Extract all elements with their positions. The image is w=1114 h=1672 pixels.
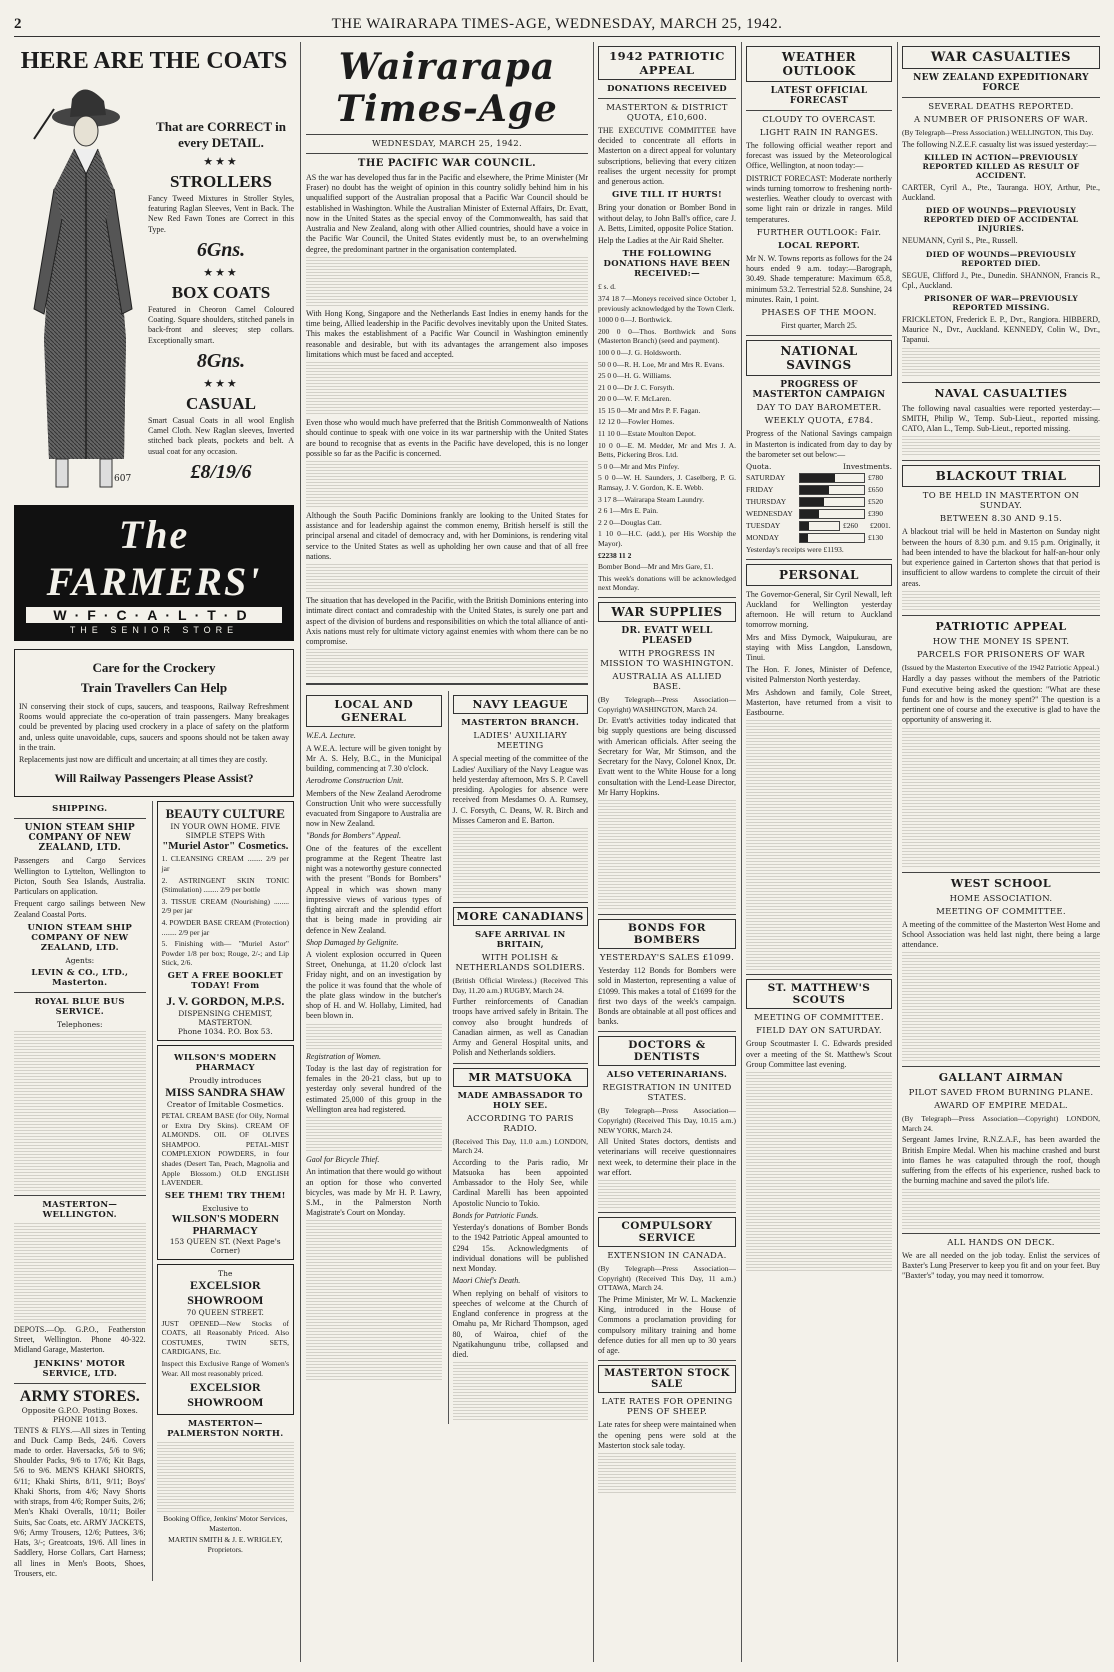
- barometer-day: WEDNESDAY: [746, 509, 793, 519]
- beauty-title: BEAUTY CULTURE: [165, 806, 285, 822]
- box-coats-price: 8Gns.: [196, 349, 246, 372]
- donation-row: 21 0 0—Dr J. C. Forsyth.: [598, 382, 675, 392]
- doctors-sub: ALSO VETERINARIANS.: [606, 1070, 728, 1081]
- matthews-text: Group Scoutmaster I. C. Edwards presided over a meeting of the St. Matthew's Scout Group Committee last evening.: [746, 1039, 892, 1069]
- savings-text: Progress of the National Savings campaign in Masterton is indicated from day to day by the barometer set out below:—: [746, 429, 892, 459]
- excelsior-address: 70 QUEEN STREET.: [186, 1307, 264, 1317]
- barometer-bar: [799, 533, 865, 543]
- prisoners-heading: PRISONER OF WAR—PREVIOUSLY REPORTED MISSING.: [923, 294, 1079, 312]
- bonds-bombers-sub: YESTERDAY'S SALES £1099.: [599, 953, 735, 964]
- shaw-items: PETAL CREAM BASE (for Oily, Normal or Extra Dry Skins). CREAM OF ALMONDS. OIL OF OLIVES SHAMPOO. PETAL-MIST COMPLEXION POWDERS, in four shades (Desert Tan, Peach, Magnolia and Apple Blossom.) OLD ENGLISH LAVENDER.: [161, 1110, 289, 1188]
- paper-nameplate: Wairarapa Times-Age: [336, 46, 558, 130]
- gordon-sub: DISPENSING CHEMIST, MASTERTON.: [178, 1008, 273, 1027]
- farmers-senior-store: THE SENIOR STORE: [69, 625, 239, 635]
- patriotic-sub: DONATIONS RECEIVED: [607, 84, 727, 94]
- frequent-sailings: Frequent cargo sailings between New Zealand Coastal Ports.: [14, 899, 146, 919]
- crockery-text: IN conserving their stock of cups, saucers, and teaspoons, Railway Refreshment Rooms would appreciate the co-operation of train passengers. Many breakages could be prevented by placing used crockery in a place of safety on the platform and, unless quite unavoidable, cups, saucers and spoons should not be taken away in the train.: [19, 702, 289, 752]
- army-text: TENTS & FLYS.—All sizes in Tenting and Duck Camp Beds, 24/6. Covers made to order. Haversacks, 5/6 to 9/6; Shoulder Packs, 9/6 to 17/6; Kit Bags, 5/6 to 9/6. MEN'S KHAKI SHORTS, 6/11; Khaki Shirts, 8/11, 9/11; Boys' Khaki Shorts, from 4/6; Navy Shorts with straps, from 4/6; Romper Suits, 2/6; Men's Khaki Overalls, 10/11; Boiler Suits, Sac Coats, etc. ARMY JACKETS, 9/6; Army Trousers, 12/6; Puttees, 3/6; Hats, 3/-; Greatcoats, 19/6. All lines in Saddlery, Horse Collars, Cart Harness; all lines in Men's Boots, Shoes, Trousers, etc.: [14, 1425, 146, 1578]
- column-rule: [897, 42, 898, 1662]
- donation-row: 20 0 0—W. F. McLaren.: [598, 394, 672, 404]
- barometer-quota: £780: [868, 473, 883, 483]
- depots-text: DEPOTS.—Op. G.P.O., Featherston Street, Wellington. Phone 40-322. Midland Garage, Masterton.: [14, 1324, 146, 1355]
- navy-branch: MASTERTON BRANCH.: [461, 718, 580, 729]
- editorial-paragraph: AS the war has developed thus far in the Pacific and elsewhere, the Prime Minister (Mr Fraser) no doubt has the weight of opinion in this country solidly behind him in his unqualified support of the Australian proposal that a Pacific War Council should be established in Washington. While the Australian Minister of External Affairs, Dr. Evatt, now in the United States as the special envoy of the Commonwealth, has said that Australia and New Zealand, along with other Allied countries, should have a voice in the Pacific War Council, the United States evidently must be, to an overwhelming degree, the predominant partner in the organisation contemplated.: [306, 173, 588, 254]
- union-company: UNION STEAM SHIP COMPANY OF NEW ZEALAND, LTD.: [24, 823, 135, 854]
- shaw-sub: Creator of Imitable Cosmetics.: [166, 1099, 284, 1109]
- moon-phases: PHASES OF THE MOON.: [761, 308, 877, 319]
- savings-barometer: [746, 473, 892, 543]
- barometer-row: [746, 509, 892, 519]
- bus-timetable-2: [14, 1223, 146, 1323]
- blackout-text: A blackout trial will be held in Masterton on Sunday night between the hours of 8.30 p.m. and 9.15 p.m. Originally, it had been intended to have the blackout for half-an-hour only but experience gained in Carterton shows that that period is insufficient to allow wardens to complete the circuit of their areas.: [902, 527, 1100, 588]
- left-ads-column: [14, 42, 294, 1662]
- coats-ad: [14, 79, 294, 499]
- weather-cloudy: CLOUDY TO OVERCAST.: [762, 115, 876, 125]
- compulsory-title: COMPULSORY SERVICE: [598, 1217, 736, 1247]
- matsuoka-sub: MADE AMBASSADOR TO HOLY SEE.: [457, 1090, 583, 1111]
- wilson-address: 153 QUEEN ST. (Next Page's Corner): [169, 1236, 281, 1255]
- donation-total: £2238 11 2: [598, 550, 632, 560]
- levin-agents: LEVIN & CO., LTD., Masterton.: [31, 967, 129, 988]
- patriotic-column: [598, 42, 736, 1662]
- weather-title: WEATHER OUTLOOK: [746, 46, 892, 82]
- donation-row: 11 10 0—Estate Moulton Depot.: [598, 429, 696, 439]
- masterton-wellington: MASTERTON—WELLINGTON.: [42, 1199, 118, 1220]
- canadians-wire: (British Official Wireless.) (Received This Day, 11.20 a.m.) RUGBY, March 24.: [452, 975, 588, 995]
- booking-office: Booking Office, Jenkins' Motor Services, Masterton.: [163, 1514, 288, 1533]
- stock-sale-title: MASTERTON STOCK SALE: [598, 1365, 736, 1393]
- beauty-item: 5. Finishing with— "Muriel Astor" Powder 1/8 per box; Rouge, 2/-; and Lip Stick, 2/6.: [161, 939, 289, 968]
- casual-title: CASUAL: [186, 393, 256, 413]
- blackout-sub: TO BE HELD IN MASTERTON ON SUNDAY.: [922, 491, 1080, 512]
- barometer-row: [746, 497, 892, 507]
- weather-district: DISTRICT FORECAST: Moderate northerly winds turning tomorrow to freshening north-westerlies. Weather cloudy to overcast with some light rain or drizzle in ranges. Mild temperatures.: [746, 173, 892, 224]
- personal-title: PERSONAL: [746, 564, 892, 586]
- matsuoka-sub-2: ACCORDING TO PARIS RADIO.: [466, 1113, 574, 1134]
- local-item-text: An intimation that there would go without an option for those who converted bicycles, was made by Mr H. P. Lawry, S.M., in the Palmerston North Magistrate's Court on Monday.: [306, 1167, 442, 1218]
- local-item-heading: W.E.A. Lecture.: [306, 731, 356, 741]
- union-text: Passengers and Cargo Services Wellington to Lyttelton, Wellington to Picton, South Sea Islands, Australia. Particulars on application.: [14, 856, 146, 897]
- barometer-row: [746, 473, 892, 483]
- donation-row: 12 12 0—Fowler Homes.: [598, 417, 675, 427]
- stock-sale-text: Late rates for sheep were maintained when the opening pens were sold at the Masterton stock sale today.: [598, 1420, 736, 1450]
- barometer-quota: £650: [868, 485, 883, 495]
- naval-text: The following naval casualties were reported yesterday:—SMITH, Philip W., Temp. Sub-Lieut., reported missing. CATO, Alan L., Temp. Sub-Lieut., reported missing.: [902, 403, 1100, 434]
- canadians-sub: SAFE ARRIVAL IN BRITAIN,: [474, 929, 566, 950]
- barometer-quota: £520: [868, 497, 883, 507]
- casualties-title: WAR CASUALTIES: [902, 46, 1100, 69]
- local-item-text: A violent explosion occurred in Queen Street, Onehunga, at 11.20 o'clock last Friday night, and on an investigation by the police it was found that the whole of the plate glass window in the butcher's shop of H. and W. Hollaby, Limited, had been blown in.: [306, 950, 442, 1021]
- weather-sub: LATEST OFFICIAL FORECAST: [770, 86, 868, 106]
- shaw-name: MISS SANDRA SHAW: [165, 1084, 286, 1099]
- war-supplies-sub-2: WITH PROGRESS IN MISSION TO WASHINGTON.: [600, 648, 734, 669]
- blackout-title: BLACKOUT TRIAL: [902, 465, 1100, 487]
- bonds-bombers-text: Yesterday 112 Bonds for Bombers were sold in Masterton, representing a value of £1099. This makes a total of £1699 for the first two days of the week's campaign. Bonds are obtainable at all post offices and banks.: [598, 966, 736, 1027]
- column-rule: [593, 42, 594, 1662]
- casualties-text: The following N.Z.E.F. casualty list was issued yesterday:—: [902, 139, 1097, 149]
- barometer-day: THURSDAY: [746, 497, 787, 507]
- matsuoka-title: MR MATSUOKA: [453, 1068, 589, 1087]
- coats-ad-heading: HERE ARE THE COATS: [20, 48, 288, 74]
- bus-timetable: [14, 1031, 146, 1191]
- editorial-paragraph: With Hong Kong, Singapore and the Netherlands East Indies in enemy hands for the time being, Allied leadership in the Pacific devolves inevitably upon the United States. This makes the establishment of a Pacific War Council in Washington eminently reasonable and desirable, but with its advantages the arrangement also imposes limitations which must be faced and accepted.: [306, 308, 588, 359]
- excelsior-inspect: Inspect this Exclusive Range of Women's Wear. All most reasonably priced.: [161, 1359, 289, 1378]
- local-item-text: One of the features of the excellent programme at the Regent Theatre last night was a noteworthy gesture connected with the present "Bonds for Bombers" Appeal in which was shown many impressive views of various types of fighting aircraft and the splendid effort that is being made in providing air defence in New Zealand.: [306, 843, 442, 935]
- donation-row: 100 0 0—J. G. Holdsworth.: [598, 347, 682, 357]
- casualties-sub-3: A NUMBER OF PRISONERS OF WAR.: [914, 115, 1088, 125]
- patriotic-text-2: Bring your donation or Bomber Bond in without delay, to John Ball's office, care J. A. Betts, Limited, opposite Police Station.: [598, 203, 736, 233]
- blackout-sub-2: BETWEEN 8.30 AND 9.15.: [939, 514, 1063, 525]
- hands-text: We are all needed on the job today. Enlist the services of Baxter's Lung Preserver to keep you fit and on your feet. Buy "Baxter's" today, you may need it tomorrow.: [902, 1250, 1100, 1281]
- donation-row: 3 17 8—Wairarapa Steam Laundry.: [598, 494, 705, 504]
- patriotic-title: 1942 PATRIOTIC APPEAL: [598, 46, 736, 80]
- wilson-title: WILSON'S MODERN PHARMACY: [174, 1052, 277, 1073]
- box-coats-title: BOX COATS: [171, 282, 271, 302]
- patriotic-following: THE FOLLOWING DONATIONS HAVE BEEN RECEIVED:—: [603, 249, 731, 280]
- donation-row: 25 0 0—H. G. Williams.: [598, 371, 672, 381]
- donation-row: 1000 0 0—J. Borthwick.: [598, 315, 672, 325]
- moon-quarter: First quarter, March 25.: [781, 321, 857, 331]
- canadians-text: Further reinforcements of Canadian troops have arrived safely in Britain. The convoy also brought hundreds of Canadian airmen, as well as Canadian Army and General Hospital units, and Polish and Netherlands soldiers.: [452, 997, 588, 1058]
- barometer-bar: [799, 497, 865, 507]
- barometer-day: SATURDAY: [746, 473, 786, 483]
- died-names: NEUMANN, Cyril S., Pte., Russell.: [902, 236, 1018, 246]
- matthews-sub: MEETING OF COMMITTEE.: [754, 1013, 884, 1024]
- barometer-bar: [799, 521, 840, 531]
- personal-text: The Hon. F. Jones, Minister of Defence, visited Palmerston North yesterday.: [746, 665, 892, 685]
- excelsior-ad: [157, 1264, 294, 1416]
- war-supplies-sub: DR. EVATT WELL PLEASED: [621, 625, 713, 646]
- donation-row: 15 15 0—Mr and Mrs P. F. Fagan.: [598, 405, 701, 415]
- crockery-title: Care for the Crockery: [92, 660, 216, 675]
- savings-title: NATIONAL SAVINGS: [746, 340, 892, 376]
- casualties-sub: NEW ZEALAND EXPEDITIONARY FORCE: [913, 73, 1089, 93]
- barometer-bar: [799, 473, 865, 483]
- war-supplies-sub-3: AUSTRALIA AS ALLIED BASE.: [612, 671, 722, 692]
- ack-note: This week's donations will be acknowledged next Monday.: [598, 573, 736, 593]
- died-heading: DIED OF WOUNDS—PREVIOUSLY REPORTED DIED OF ACCIDENTAL INJURIES.: [923, 206, 1079, 234]
- died2-names: SEGUE, Clifford J., Pte., Dunedin. SHANNON, Francis R., Cpl., Auckland.: [902, 270, 1100, 290]
- patriotic-quota: MASTERTON & DISTRICT QUOTA, £10,600.: [606, 103, 728, 123]
- killed-heading: KILLED IN ACTION—PREVIOUSLY REPORTED KILLED AS RESULT OF ACCIDENT.: [922, 152, 1080, 180]
- crockery-question: Will Railway Passengers Please Assist?: [54, 771, 254, 786]
- barometer-total: £2001.: [870, 521, 891, 531]
- navy-title: NAVY LEAGUE: [453, 695, 589, 714]
- matsuoka-text: According to the Paris radio, Mr Matsuoka has been appointed Ambassador to the Holy See, while Cardinal Marelli has been appointed Apostolic Nuncio to Tokio.: [452, 1157, 588, 1208]
- farmers-wfca: W·F·C·A·L·T·D: [26, 607, 282, 623]
- beauty-column: [152, 801, 294, 1581]
- editorial-paragraph: The situation that has developed in the Pacific, with the British Dominions entering into intimate direct contact and comradeship with the United States, is surely one part and aspect of the division of burdens and responsibilities on which the total alliance of anti-Axis nations must rely for ultimate victory against enemies with whom there can be no compromise.: [306, 596, 588, 647]
- barometer-row: [746, 521, 892, 531]
- gordon-phone: Phone 1034. P.O. Box 53.: [177, 1026, 273, 1036]
- donation-row: 5 0 0—Mr and Mrs Pinfey.: [598, 461, 680, 471]
- airman-text: Sergeant James Irvine, R.N.Z.A.F., has been awarded the British Empire Medal. When his machine crashed and burst into flames he was catapulted through the roof, though suffering from the effects of his experience, rushed back to the burning machine and saved the pilot's life.: [902, 1135, 1100, 1186]
- editorial-headline: THE PACIFIC WAR COUNCIL.: [357, 158, 537, 169]
- west-title: WEST SCHOOL: [950, 876, 1052, 890]
- personal-text: The Governor-General, Sir Cyril Newall, left Auckland for Wellington yesterday afternoon. He will return to Auckland tomorrow morning.: [746, 589, 892, 630]
- page-number: 2: [14, 15, 22, 32]
- stars-divider: ★★★: [203, 265, 239, 279]
- barometer-day: TUESDAY: [746, 521, 781, 531]
- proprietors: MARTIN SMITH & J. E. WRIGLEY, Proprietors.: [168, 1535, 283, 1555]
- army-sub: Opposite G.P.O. Posting Boxes. PHONE 1013.: [21, 1405, 138, 1424]
- mpn-heading: MASTERTON—PALMERSTON NORTH.: [167, 1419, 284, 1440]
- donation-row: 50 0 0—R. H. Loe, Mr and Mrs R. Evans.: [598, 359, 725, 369]
- compulsory-sub: EXTENSION IN CANADA.: [607, 1251, 727, 1262]
- excelsior-text: JUST OPENED—New Stocks of COATS, all Reasonably Priced. Also COSTUMES, TWIN SETS, CARDIGANS, Etc.: [161, 1318, 289, 1357]
- navy-text: A special meeting of the committee of the Ladies' Auxiliary of the Navy League was held yesterday afternoon, Mrs S. P. Cavell presiding. Apologies for absence were received from Mesdames O. A. Rumsey, J. C. Forsyth, C. Deans, W. R. Birch and Misses Cameron and E. Barton.: [452, 754, 588, 825]
- savings-weekly: WEEKLY QUOTA, £784.: [764, 416, 874, 427]
- excelsior-the: The: [218, 1268, 233, 1278]
- wilson-title-2: WILSON'S MODERN PHARMACY: [171, 1212, 279, 1237]
- wilson-sub: Proudly introduces: [189, 1075, 262, 1085]
- excelsior-title-2: EXCELSIOR SHOWROOM: [187, 1380, 264, 1410]
- savings-receipts: Yesterday's receipts were £1193.: [746, 544, 844, 554]
- local-item-text: Today is the last day of registration for females in the 20-21 class, but up to yesterday only several hundred of the estimated 25,000 of this group in the Wellington area had registered.: [306, 1063, 442, 1114]
- navy-ladies: LADIES' AUXILIARY MEETING: [473, 731, 568, 752]
- style-number: 607: [114, 474, 132, 484]
- farmers-logo: [14, 505, 294, 641]
- casualties-wire: (By Telegraph—Press Association.) WELLINGTON, This Day.: [902, 128, 1094, 137]
- canadians-sub-2: WITH POLISH & NETHERLANDS SOLDIERS.: [455, 952, 586, 973]
- box-coats-text: Featured in Cheoron Camel Coloured Coating. Square shoulders, stitched panels in back-front and sleeves; step collars. Exceptionally smart.: [148, 304, 294, 345]
- coats-intro: That are CORRECT in every DETAIL.: [156, 119, 286, 150]
- local-general: [306, 691, 442, 1424]
- strollers-price: 6Gns.: [196, 238, 246, 261]
- airman-title: GALLANT AIRMAN: [938, 1071, 1064, 1085]
- killed-names: CARTER, Cyril A., Pte., Tauranga. HOY, Arthur, Pte., Auckland.: [902, 182, 1100, 203]
- hands-heading: ALL HANDS ON DECK.: [947, 1237, 1055, 1248]
- barometer-quota: £260: [843, 521, 858, 531]
- compulsory-wire: (By Telegraph—Press Association—Copyright) (Received This Day, 11 a.m.) OTTAWA, March 24.: [598, 1264, 736, 1293]
- barometer-day: FRIDAY: [746, 485, 774, 495]
- beauty-sub: IN YOUR OWN HOME. FIVE SIMPLE STEPS With: [170, 822, 281, 841]
- casual-price: £8/19/6: [190, 460, 252, 483]
- wilson-ad: [157, 1045, 294, 1260]
- beauty-item: 4. POWDER BASE CREAM (Protection) ........ 2/9 per jar: [161, 917, 289, 937]
- patriotic2-note: (Issued by the Masterton Executive of the 1942 Patriotic Appeal.): [902, 662, 1100, 672]
- shipping-column: [14, 801, 146, 1581]
- donation-row: 10 0 0—E. M. Medder, Mr and Mrs J. A. Betts, Pickering Bros. Ltd.: [598, 440, 736, 460]
- local-report-text: Mr N. W. Towns reports as follows for the 24 hours ended 9 a.m. today:—Barograph, 30.49. Shade temperature: Maximum 65.8, minimum 53.2. Terrestrial 52.8. Sunshine, 24 minutes. Rain, 1 point.: [746, 253, 892, 304]
- local-item-text: Members of the New Zealand Aerodrome Construction Unit who were successfully evacuated from Singapore to Australia are now in New Zealand.: [306, 788, 442, 829]
- bomber-bond: Bomber Bond—Mr and Mrs Gare, £1.: [598, 562, 714, 572]
- local-general-title: LOCAL AND GENERAL: [306, 695, 442, 727]
- local-item-heading: Shop Damaged by Gelignite.: [306, 937, 399, 947]
- casualties-sub-2: SEVERAL DEATHS REPORTED.: [928, 102, 1074, 112]
- patriotic-text: THE EXECUTIVE COMMITTEE have decided to concentrate all efforts in Masterton on a direct appeal for voluntary subscriptions, believing that every citizen realises the urgent necessity for prompt and generous action.: [598, 126, 736, 187]
- crockery-subtitle: Train Travellers Can Help: [80, 680, 228, 695]
- booklet-line: GET A FREE BOOKLET TODAY! From: [167, 970, 283, 991]
- matsuoka-wire: (Received This Day, 11.0 a.m.) LONDON, March 24.: [452, 1136, 588, 1156]
- editorial-column: [306, 42, 588, 1662]
- crockery-notice: [14, 649, 294, 797]
- donation-row: 1 10 0—H.C. (add.), per His Worship the Mayor).: [598, 529, 736, 548]
- lsd-header: £ s. d.: [598, 282, 616, 292]
- personal-text: Mrs Ashdown and family, Cole Street, Masterton, have returned from a visit to Eastbourne.: [746, 687, 892, 718]
- doctors-text: All United States doctors, dentists and veterinarians will receive questionnaires next week, to determine their place in the war effort.: [598, 1137, 736, 1177]
- royal-blue-heading: ROYAL BLUE BUS SERVICE.: [34, 996, 125, 1017]
- strollers-title: STROLLERS: [169, 172, 273, 191]
- editorial-paragraph: Even those who would much have preferred that the British Commonwealth of Nations should continue to speak with one voice in its war partnership with the United States are bound to recognise that as events in the Pacific have developed, this is no longer possible so far as the Pacific is concerned.: [306, 418, 588, 458]
- barometer-quota: £390: [868, 509, 883, 519]
- see-try: SEE THEM! TRY THEM!: [164, 1190, 286, 1201]
- army-stores: ARMY STORES.: [19, 1387, 140, 1405]
- war-supplies-wire: (By Telegraph—Press Association—Copyright) WASHINGTON, March 24.: [598, 694, 736, 714]
- local-item-heading: "Bonds for Bombers" Appeal.: [306, 831, 402, 841]
- beauty-item: 2. ASTRINGENT SKIN TONIC (Stimulation) ........ 2/9 per bottle: [161, 875, 289, 895]
- prisoners-names: FRICKLETON, Frederick E. P., Dvr., Rangiora. HIBBERD, Maurice N., Dvr., Auckland. KENNEDY, Colin W., Dvr., Tapanui.: [902, 315, 1100, 345]
- local-item-heading: Gaol for Bicycle Thief.: [306, 1155, 380, 1165]
- stock-sale-sub: LATE RATES FOR OPENING PENS OF SHEEP.: [601, 1397, 733, 1418]
- donation-row: 200 0 0—Thos. Borthwick and Sons (Masterton Branch) (seed and payment).: [598, 326, 736, 346]
- investments-header: Investments.: [843, 461, 892, 471]
- doctors-title: DOCTORS & DENTISTS: [598, 1036, 736, 1066]
- union-company-2: UNION STEAM SHIP COMPANY OF NEW ZEALAND, LTD.: [27, 922, 133, 953]
- personal-text: Mrs and Miss Dymock, Waipukurau, are staying with Miss Langdon, Lansdown, Tinui.: [746, 632, 892, 662]
- maori-heading: Maori Chief's Death.: [452, 1276, 521, 1286]
- newspaper-title: THE WAIRARAPA TIMES-AGE, WEDNESDAY, MARCH 25, 1942.: [331, 15, 783, 32]
- patriotic-give: GIVE TILL IT HURTS!: [612, 190, 722, 201]
- casual-text: Smart Casual Coats in all wool English Camel Cloth. New Raglan sleeves, Inverted stitched back pleats, pockets and belt. A usual coat for any occasion.: [148, 415, 294, 456]
- casualties-column: [902, 42, 1100, 1662]
- patriotic-help: Help the Ladies at the Air Raid Shelter.: [598, 236, 724, 246]
- gordon-name: J. V. GORDON, M.P.S.: [166, 993, 285, 1008]
- war-supplies-text: Dr. Evatt's activities today indicated that big supply questions are being discussed with American officials. After seeing the Secretary for War, Mr Stimson, and the Secretary for the Navy, Colonel Knox, Dr. Evatt went to the White House for a long consultation with the Lend-Lease Director, Mr Harry Hopkins.: [598, 716, 736, 797]
- stars-divider: ★★★: [203, 376, 239, 390]
- bonds-patriotic-text: Yesterday's donations of Bomber Bonds to the 1942 Patriotic Appeal amounted to £294 15s. Acknowledgments of individual donations will be published next Monday.: [452, 1223, 588, 1274]
- column-rule: [741, 42, 742, 1662]
- patriotic2-title: PATRIOTIC APPEAL: [935, 619, 1067, 633]
- barometer-day: MONDAY: [746, 533, 780, 543]
- donation-row: 374 18 7—Moneys received since October 1, previously acknowledged by the Town Clerk.: [598, 293, 736, 313]
- west-sub: HOME ASSOCIATION.: [949, 893, 1053, 904]
- exclusive-label: Exclusive to: [202, 1203, 249, 1213]
- barometer-bar: [799, 509, 865, 519]
- bonds-bombers-title: BONDS FOR BOMBERS: [598, 919, 736, 949]
- local-item-heading: Registration of Women.: [306, 1051, 382, 1061]
- crockery-text-2: Replacements just now are difficult and uncertain; at all times they are costly.: [19, 755, 268, 765]
- doctors-wire: (By Telegraph—Press Association—Copyright) (Received This Day, 10.15 a.m.) NEW YORK, March 24.: [598, 1106, 736, 1135]
- airman-sub-2: AWARD OF EMPIRE MEDAL.: [934, 1101, 1068, 1112]
- quota-header: Quota.: [746, 461, 772, 471]
- donation-row: 2 6 1—Mrs E. Pain.: [598, 506, 658, 516]
- maori-text: When replying on behalf of visitors to speeches of welcome at the Church of England conference in progress at the Omahu pa, Mr Richard Thompson, aged 80, of Wairoa, chief of the Ngatikahungunu tribe, collapsed and died.: [452, 1288, 588, 1359]
- woman-in-coat-illustration: [14, 79, 144, 499]
- beauty-item: 1. CLEANSING CREAM ........ 2/9 per jar: [161, 854, 289, 873]
- barometer-row: [746, 533, 892, 543]
- local-item-heading: Aerodrome Construction Unit.: [306, 776, 404, 786]
- jenkins-service: JENKINS' MOTOR SERVICE, LTD.: [34, 1358, 126, 1379]
- excelsior-title: EXCELSIOR SHOWROOM: [187, 1277, 264, 1307]
- savings-day: DAY TO DAY BAROMETER.: [756, 403, 882, 414]
- telephones-label: Telephones:: [57, 1019, 103, 1029]
- bonds-patriotic-heading: Bonds for Patriotic Funds.: [452, 1210, 539, 1220]
- doctors-sub-2: REGISTRATION IN UNITED STATES.: [602, 1083, 732, 1104]
- shipping-heading: SHIPPING.: [52, 804, 108, 815]
- strollers-text: Fancy Tweed Mixtures in Stroller Styles, featuring Raglan Sleeves, Vent in Back. The New Red Fawn Tones are Correct in this Type.: [148, 194, 294, 234]
- matthews-sub-2: FIELD DAY ON SATURDAY.: [756, 1026, 882, 1037]
- airman-wire: (By Telegraph—Press Association—Copyright) LONDON, March 24.: [902, 1114, 1100, 1133]
- patriotic2-sub: HOW THE MONEY IS SPENT.: [932, 636, 1070, 647]
- war-supplies-title: WAR SUPPLIES: [598, 602, 736, 622]
- weather-further: FURTHER OUTLOOK: Fair.: [756, 227, 882, 238]
- naval-title: NAVAL CASUALTIES: [934, 386, 1068, 400]
- canadians-title: MORE CANADIANS: [453, 907, 589, 926]
- local-item-text: A W.E.A. lecture will be given tonight by Mr A. S. Hely, B.C., in the Municipal building, commencing at 7.30 o'clock.: [306, 743, 442, 774]
- savings-sub: PROGRESS OF MASTERTON CAMPAIGN: [752, 380, 886, 401]
- barometer-row: [746, 485, 892, 495]
- farmers-name: The FARMERS': [46, 512, 262, 604]
- beauty-item: 3. TISSUE CREAM (Nourishing) ........ 2/9 per jar: [161, 896, 289, 916]
- donation-row: 2 2 0—Douglas Catt.: [598, 517, 662, 527]
- beauty-brand: "Muriel Astor" Cosmetics.: [162, 840, 289, 853]
- editorial-dateline: WEDNESDAY, MARCH 25, 1942.: [372, 139, 522, 149]
- agents-label: Agents:: [65, 955, 95, 965]
- west-sub-2: MEETING OF COMMITTEE.: [936, 906, 1066, 917]
- compulsory-text: The Prime Minister, Mr W. L. Mackenzie King, introduced in the House of Commons a proclamation providing for compulsory military training and home defence duties for all men up to 30 years of age.: [598, 1294, 736, 1356]
- patriotic2-text: Hardly a day passes without the members of the Patriotic Fund executive being asked the question: "What are these funds for and how is the money spent?" The question is a pertinent one of course and the executive is glad to have the opportunity of answering it.: [902, 674, 1100, 725]
- navy-column: [448, 691, 589, 1424]
- weather-text: The following official weather report and forecast was issued by the Meteorological Office, Wellington, at noon today:—: [746, 141, 892, 171]
- editorial-paragraph: Although the South Pacific Dominions frankly are looking to the United States for assistance and for leadership against the common enemy, British herself is still the principal arsenal and citadel of democracy and, with her Dominions, is rendering vital service to the United States as well as upholding her own cause and that of all free nations.: [306, 510, 588, 561]
- donation-row: 5 0 0—W. H. Saunders, J. Caselberg, P. G. Ramsay, J. V. Gordon, K. E. Webb.: [598, 473, 736, 493]
- column-rule: [300, 42, 301, 1662]
- patriotic2-sub-2: PARCELS FOR PRISONERS OF WAR: [917, 649, 1085, 660]
- coat-illustration: [14, 79, 144, 499]
- mpn-timetable: [157, 1442, 294, 1512]
- died2-heading: DIED OF WOUNDS—PREVIOUSLY REPORTED DIED.: [925, 249, 1077, 268]
- weather-light: LIGHT RAIN IN RANGES.: [759, 128, 879, 138]
- page-masthead: [14, 12, 1100, 37]
- weather-column: [746, 42, 892, 1662]
- stars-divider: ★★★: [203, 155, 239, 168]
- airman-sub: PILOT SAVED FROM BURNING PLANE.: [908, 1088, 1094, 1099]
- west-text: A meeting of the committee of the Masterton West Home and School Association was held last night, there being a large attendance.: [902, 919, 1100, 950]
- barometer-bar: [799, 485, 865, 495]
- matthews-title: ST. MATTHEW'S SCOUTS: [746, 979, 892, 1009]
- beauty-ad: [157, 801, 294, 1041]
- barometer-quota: £130: [868, 533, 883, 543]
- local-report: LOCAL REPORT.: [777, 240, 861, 251]
